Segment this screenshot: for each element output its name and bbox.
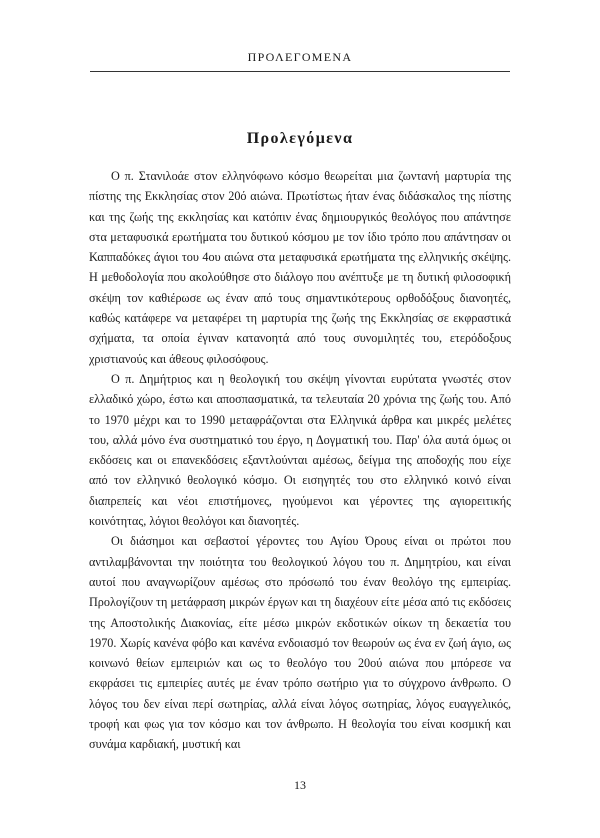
paragraph: Ο π. Δημήτριος και η θεολογική του σκέψη γίνονται ευρύτατα γνωστές στον ελλαδικό χώρο, έστω και αποσπασματικά, τα τελευταία 20 χρόνια της ζωής του. Από το 1970 μέχρι και το 1990 μεταφράζονται στα Ελληνικά άρθρα και μικρές μελέτες του, αλλά μόνο ένα συστηματικό του έργο, η Δογματική του. Παρ' όλα αυτά όμως οι εκδόσεις και οι επανεκδόσεις εξαντλούνται αμέσως, δείγμα της αποδοχής που είχε από τον ελληνικό θεολογικό κόσμο. Οι εισηγητές του στο ελληνικό κοινό είναι διαπρεπείς και νέοι επιστήμονες, ηγούμενοι και γέροντες της αγιορειτικής κοινότητας, λόγιοι θεολόγοι και διανοητές. bbox=[89, 371, 511, 529]
paragraph: Οι διάσημοι και σεβαστοί γέροντες του Αγίου Όρους είναι οι πρώτοι που αντιλαμβάνονται την ποιότητα του θεολογικού λόγου του π. Δημητρίου, και είναι αυτοί που αναγνωρίζουν αμέσως στο πρόσωπό του έναν θεολόγο της εμπειρίας. Προλογίζουν τη μετάφραση μικρών έργων και τη διαχέουν είτε μέσα από τις εκδόσεις της Αποστολικής Διακονίας, είτε μέσω μικρών εκδοτικών οίκων τη δεκαετία του 1970. Χωρίς κανένα φόβο και κανένα ενδοιασμό τον θεωρούν ως ένα εν ζωή άγιο, ως κοινωνό θείων εμπειριών και ως το θεολόγο του 20ού αιώνα που μπόρεσε να εκφράσει τις εμπειρίες αυτές με έναν τρόπο σωτήριο για το σύγχρονο άνθρωπο. Ο λόγος του δεν είναι περί σωτηρίας, αλλά είναι λόγος σωτηρίας, λόγος ευαγγελικός, τροφή και φως για τον κόσμο και τον άνθρωπο. Η θεολογία του είναι κοσμική και συνάμα καρδιακή, μυστική και bbox=[89, 534, 511, 752]
chapter-title: Προλεγόμενα bbox=[246, 130, 354, 147]
header-rule bbox=[90, 71, 510, 72]
body-text bbox=[89, 166, 511, 755]
page-number: 13 bbox=[294, 778, 306, 792]
paragraph: Ο π. Στανιλοάε στον ελληνόφωνο κόσμο θεωρείται μια ζωντανή μαρτυρία της πίστης της Εκκλησίας στον 20ό αιώνα. Πρωτίστως ήταν ένας διδάσκαλος της πίστης και της ζωής της εκκλησίας και κατόπιν ένας δημιουργικός θεολόγος που απάντησε στα μεταφυσικά ερωτήματα του δυτικού κόσμου με τον ίδιο τρόπο που απάντησαν οι Καππαδόκες άγιοι του 4ου αιώνα στα μεταφυσικά ερωτήματα της ελληνικής σκέψης. Η μεθοδολογία που ακολούθησε στο διάλογο που ανέπτυξε με τη δυτική φιλοσοφική σκέψη τον καθιέρωσε ως έναν από τους σημαντικότερους ορθοδόξους διανοητές, καθώς κατάφερε να μεταφέρει τη μαρτυρία της ζωής της Εκκλησίας σε εκφραστικά σχήματα, τα οποία έγιναν κατανοητά από τους συνομιλητές του, ετερόδοξους χριστιανούς και άθεους φιλοσόφους. bbox=[89, 169, 511, 366]
running-head: ΠΡΟΛΕΓΟΜΕΝΑ bbox=[247, 50, 353, 64]
